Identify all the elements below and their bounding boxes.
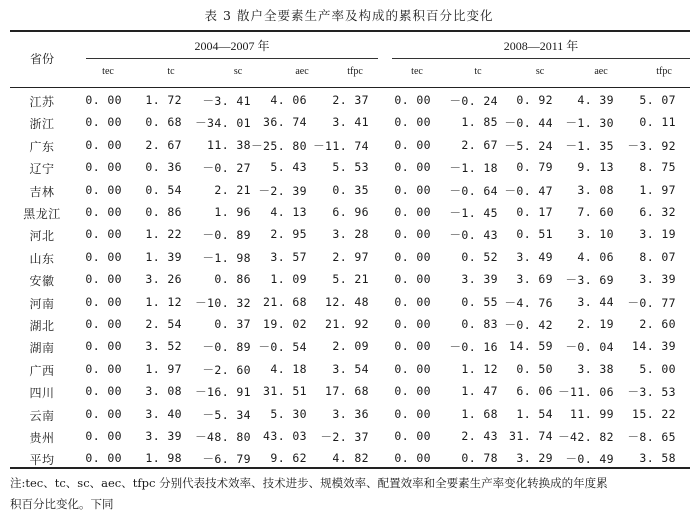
value-cell-p1-tfpc: －11. 74 <box>313 138 369 153</box>
value-cell-p1-tfpc: 2. 37 <box>332 93 369 107</box>
province-cell: 平均 <box>29 453 55 468</box>
subheader-p2-tc: tc <box>474 66 482 77</box>
value-cell-p2-tec: 0. 00 <box>394 406 431 421</box>
value-cell-p1-sc: －0. 27 <box>202 161 251 176</box>
value-cell-p2-tec: 0. 00 <box>394 249 431 264</box>
value-cell-p2-sc: 31. 74 <box>509 429 553 443</box>
value-cell-p2-tc: 1. 47 <box>461 384 498 399</box>
value-cell-p1-sc: －16. 91 <box>195 385 251 400</box>
value-cell-p1-sc: 0. 86 <box>214 272 251 287</box>
value-cell-p2-aec: 3. 10 <box>577 227 614 242</box>
table-row <box>0 202 698 225</box>
value-cell-p1-aec: 21. 68 <box>263 294 307 309</box>
value-cell-p1-sc: 2. 21 <box>214 182 251 197</box>
value-cell-p2-tc: －0. 24 <box>449 94 498 108</box>
value-cell-p2-aec: 4. 39 <box>577 93 614 107</box>
value-cell-p1-sc: －5. 34 <box>202 407 251 422</box>
value-cell-p2-aec: －0. 04 <box>565 340 614 355</box>
table-row <box>0 180 698 203</box>
value-cell-p2-tfpc: －0. 77 <box>627 295 676 310</box>
value-cell-p2-tc: －0. 64 <box>449 183 498 198</box>
value-cell-p1-tfpc: 2. 97 <box>332 249 369 264</box>
value-cell-p2-sc: －0. 47 <box>504 183 553 198</box>
value-cell-p1-tc: 0. 54 <box>145 182 182 197</box>
value-cell-p2-sc: 1. 54 <box>516 406 553 421</box>
province-cell: 黑龙江 <box>23 207 61 221</box>
value-cell-p1-tec: 0. 00 <box>85 249 122 264</box>
value-cell-p2-aec: －1. 30 <box>565 116 614 131</box>
value-cell-p1-sc: －1. 98 <box>202 250 251 265</box>
value-cell-p1-tec: 0. 00 <box>85 227 122 242</box>
value-cell-p2-tec: 0. 00 <box>394 361 431 376</box>
value-cell-p1-tec: 0. 00 <box>85 361 122 376</box>
value-cell-p2-aec: 3. 44 <box>577 294 614 309</box>
value-cell-p1-tec: 0. 00 <box>85 205 122 219</box>
value-cell-p1-tec: 0. 00 <box>85 294 122 309</box>
value-cell-p2-tec: 0. 00 <box>394 272 431 287</box>
table-row <box>0 90 698 113</box>
value-cell-p1-tec: 0. 00 <box>85 160 122 175</box>
value-cell-p1-aec: 2. 95 <box>270 227 307 242</box>
value-cell-p1-tec: 0. 00 <box>85 451 122 466</box>
province-cell: 安徽 <box>29 274 55 289</box>
value-cell-p1-tfpc: 5. 21 <box>332 272 369 287</box>
value-cell-p1-aec: 43. 03 <box>263 429 307 443</box>
table-row <box>0 381 698 404</box>
value-cell-p1-tfpc: 12. 48 <box>325 294 369 309</box>
value-cell-p1-aec: 19. 02 <box>263 317 307 331</box>
value-cell-p1-tfpc: 3. 28 <box>332 227 369 242</box>
value-cell-p2-tec: 0. 00 <box>394 115 431 130</box>
table-row <box>0 135 698 158</box>
value-cell-p2-aec: －0. 49 <box>565 452 614 467</box>
value-cell-p1-sc: －6. 79 <box>202 452 251 467</box>
value-cell-p2-tfpc: 6. 32 <box>639 205 676 219</box>
value-cell-p2-tec: 0. 00 <box>394 182 431 197</box>
value-cell-p2-sc: 3. 49 <box>516 249 553 264</box>
province-cell: 浙江 <box>29 117 55 132</box>
value-cell-p1-tc: 0. 68 <box>145 115 182 130</box>
value-cell-p1-tc: 1. 72 <box>145 93 182 107</box>
value-cell-p1-tfpc: 3. 36 <box>332 406 369 421</box>
value-cell-p1-tec: 0. 00 <box>85 182 122 197</box>
value-cell-p1-aec: 9. 62 <box>270 451 307 466</box>
value-cell-p1-tc: 1. 39 <box>145 249 182 264</box>
value-cell-p1-tc: 3. 40 <box>145 406 182 421</box>
value-cell-p1-aec: 4. 18 <box>270 361 307 376</box>
value-cell-p1-tec: 0. 00 <box>85 406 122 421</box>
value-cell-p1-aec: 1. 09 <box>270 272 307 287</box>
value-cell-p1-tec: 0. 00 <box>85 272 122 287</box>
value-cell-p2-tec: 0. 00 <box>394 384 431 399</box>
subheader-p2-tec: tec <box>411 66 423 77</box>
value-cell-p2-tfpc: －8. 65 <box>627 430 676 444</box>
value-cell-p2-sc: 6. 06 <box>516 384 553 399</box>
value-cell-p2-tfpc: 5. 07 <box>639 93 676 107</box>
value-cell-p1-sc: －0. 89 <box>202 228 251 243</box>
value-cell-p2-tec: 0. 00 <box>394 137 431 152</box>
value-cell-p1-tc: 2. 54 <box>145 317 182 331</box>
value-cell-p2-tec: 0. 00 <box>394 93 431 107</box>
value-cell-p2-aec: 11. 99 <box>570 406 614 421</box>
value-cell-p2-tec: 0. 00 <box>394 317 431 331</box>
value-cell-p1-tec: 0. 00 <box>85 339 122 354</box>
table-row <box>0 224 698 247</box>
value-cell-p2-tfpc: 0. 11 <box>639 115 676 130</box>
value-cell-p1-aec: 36. 74 <box>263 115 307 130</box>
table-row <box>0 314 698 337</box>
value-cell-p1-tc: 0. 36 <box>145 160 182 175</box>
value-cell-p2-tc: 3. 39 <box>461 272 498 287</box>
value-cell-p2-aec: 9. 13 <box>577 160 614 175</box>
value-cell-p1-tec: 0. 00 <box>85 429 122 443</box>
value-cell-p2-tfpc: 14. 39 <box>632 339 676 354</box>
province-cell: 湖南 <box>29 341 55 356</box>
value-cell-p2-tfpc: 3. 39 <box>639 272 676 287</box>
table-row <box>0 426 698 449</box>
table-header-rule <box>10 87 690 88</box>
table-top-rule <box>10 30 690 32</box>
value-cell-p2-tec: 0. 00 <box>394 160 431 175</box>
value-cell-p2-tfpc: 3. 58 <box>639 451 676 466</box>
value-cell-p1-tc: 3. 26 <box>145 272 182 287</box>
value-cell-p2-sc: 14. 59 <box>509 339 553 354</box>
province-cell: 贵州 <box>29 431 55 445</box>
value-cell-p1-tec: 0. 00 <box>85 317 122 331</box>
value-cell-p2-tfpc: 5. 00 <box>639 361 676 376</box>
value-cell-p1-tfpc: 3. 54 <box>332 361 369 376</box>
value-cell-p1-tfpc: －2. 37 <box>320 430 369 444</box>
value-cell-p2-tec: 0. 00 <box>394 294 431 309</box>
value-cell-p2-tc: 1. 68 <box>461 406 498 421</box>
value-cell-p2-sc: 0. 92 <box>516 93 553 107</box>
value-cell-p2-sc: －5. 24 <box>504 138 553 153</box>
value-cell-p1-aec: －2. 39 <box>258 183 307 198</box>
value-cell-p1-tfpc: 5. 53 <box>332 160 369 175</box>
value-cell-p2-sc: －4. 76 <box>504 295 553 310</box>
value-cell-p1-tfpc: 6. 96 <box>332 205 369 219</box>
period1-group-rule <box>86 58 378 59</box>
value-cell-p2-tec: 0. 00 <box>394 339 431 354</box>
value-cell-p1-aec: 4. 13 <box>270 205 307 219</box>
value-cell-p1-aec: －0. 54 <box>258 340 307 355</box>
value-cell-p2-aec: －11. 06 <box>558 385 614 400</box>
value-cell-p1-aec: －25. 80 <box>251 138 307 153</box>
value-cell-p2-tc: 1. 12 <box>461 361 498 376</box>
value-cell-p2-aec: 4. 06 <box>577 249 614 264</box>
table-note <box>10 473 690 515</box>
value-cell-p2-tec: 0. 00 <box>394 451 431 466</box>
value-cell-p1-tec: 0. 00 <box>85 115 122 130</box>
value-cell-p1-tc: 0. 86 <box>145 205 182 219</box>
value-cell-p1-tc: 2. 67 <box>145 137 182 152</box>
value-cell-p2-tec: 0. 00 <box>394 205 431 219</box>
province-cell: 云南 <box>29 408 55 423</box>
value-cell-p2-tfpc: 8. 07 <box>639 249 676 264</box>
value-cell-p1-tec: 0. 00 <box>85 137 122 152</box>
value-cell-p1-tec: 0. 00 <box>85 93 122 107</box>
subheader-p1-tc: tc <box>167 66 175 77</box>
value-cell-p2-tc: 0. 78 <box>461 451 498 466</box>
value-cell-p1-aec: 31. 51 <box>263 384 307 399</box>
value-cell-p2-tc: －0. 16 <box>449 340 498 355</box>
value-cell-p1-tc: 1. 22 <box>145 227 182 242</box>
value-cell-p1-tc: 3. 39 <box>145 429 182 443</box>
table-row <box>0 336 698 359</box>
value-cell-p1-aec: 3. 57 <box>270 249 307 264</box>
value-cell-p2-sc: －0. 44 <box>504 116 553 131</box>
subheader-p2-sc: sc <box>535 66 545 77</box>
value-cell-p2-tfpc: 3. 19 <box>639 227 676 242</box>
value-cell-p2-tfpc: 8. 75 <box>639 160 676 175</box>
value-cell-p1-tc: 1. 97 <box>145 361 182 376</box>
value-cell-p2-aec: －1. 35 <box>565 138 614 153</box>
value-cell-p2-aec: 7. 60 <box>577 205 614 219</box>
value-cell-p1-tfpc: 17. 68 <box>325 384 369 399</box>
table-row <box>0 404 698 427</box>
value-cell-p1-aec: 5. 30 <box>270 406 307 421</box>
province-cell: 河北 <box>29 229 55 244</box>
value-cell-p2-sc: 0. 50 <box>516 361 553 376</box>
value-cell-p2-sc: 0. 17 <box>516 205 553 219</box>
province-cell: 江苏 <box>29 95 55 109</box>
value-cell-p2-tc: 0. 55 <box>461 294 498 309</box>
value-cell-p1-tc: 3. 08 <box>145 384 182 399</box>
value-cell-p1-sc: －34. 01 <box>195 116 251 131</box>
note-line-2: 积百分比变化。下同 <box>10 497 114 511</box>
value-cell-p2-tc: 2. 67 <box>461 137 498 152</box>
table-row <box>0 359 698 382</box>
value-cell-p2-tec: 0. 00 <box>394 429 431 443</box>
subheader-p1-sc: sc <box>233 66 243 77</box>
value-cell-p1-sc: 1. 96 <box>214 205 251 219</box>
province-cell: 河南 <box>29 296 55 311</box>
value-cell-p2-sc: 3. 69 <box>516 272 553 287</box>
province-cell: 吉林 <box>29 184 55 199</box>
value-cell-p1-tc: 3. 52 <box>145 339 182 354</box>
value-cell-p1-tfpc: 0. 35 <box>332 182 369 197</box>
value-cell-p1-tec: 0. 00 <box>85 384 122 399</box>
period-2004-2007-header: 2004—2007 年 <box>194 39 270 53</box>
province-cell: 辽宁 <box>29 162 55 177</box>
period2-group-rule <box>392 58 690 59</box>
value-cell-p2-tc: －1. 45 <box>449 206 498 220</box>
subheader-p2-tfpc: tfpc <box>656 66 672 77</box>
value-cell-p2-sc: 3. 29 <box>516 451 553 466</box>
value-cell-p2-tc: 1. 85 <box>461 115 498 130</box>
value-cell-p1-tfpc: 21. 92 <box>325 317 369 331</box>
value-cell-p2-tc: 0. 52 <box>461 249 498 264</box>
value-cell-p2-tfpc: －3. 92 <box>627 138 676 153</box>
table-row <box>0 112 698 135</box>
value-cell-p1-aec: 5. 43 <box>270 160 307 175</box>
subheader-p1-aec: aec <box>295 66 309 77</box>
value-cell-p2-aec: 3. 38 <box>577 361 614 376</box>
value-cell-p1-sc: －48. 80 <box>195 430 251 444</box>
value-cell-p1-tfpc: 3. 41 <box>332 115 369 130</box>
province-cell: 广西 <box>29 363 55 378</box>
value-cell-p2-tfpc: 1. 97 <box>639 182 676 197</box>
table-row <box>0 157 698 180</box>
table-row <box>0 247 698 270</box>
table-row <box>0 269 698 292</box>
value-cell-p2-tec: 0. 00 <box>394 227 431 242</box>
value-cell-p2-tc: 2. 43 <box>461 429 498 443</box>
province-cell: 广东 <box>29 139 55 154</box>
table-row <box>0 292 698 315</box>
table-bottom-rule <box>10 467 690 469</box>
table-caption: 表 3 散户全要素生产率及构成的累积百分比变化 <box>204 8 494 23</box>
value-cell-p2-aec: －3. 69 <box>565 273 614 288</box>
value-cell-p2-sc: 0. 79 <box>516 160 553 175</box>
value-cell-p2-tfpc: 2. 60 <box>639 317 676 331</box>
province-cell: 湖北 <box>29 319 55 333</box>
value-cell-p2-tfpc: －3. 53 <box>627 385 676 400</box>
value-cell-p1-sc: 11. 38 <box>207 137 251 152</box>
value-cell-p1-tc: 1. 12 <box>145 294 182 309</box>
value-cell-p1-sc: －10. 32 <box>195 295 251 310</box>
value-cell-p1-tc: 1. 98 <box>145 451 182 466</box>
value-cell-p1-sc: 0. 37 <box>214 317 251 331</box>
value-cell-p2-tc: －1. 18 <box>449 161 498 176</box>
value-cell-p1-sc: －3. 41 <box>202 94 251 108</box>
province-cell: 山东 <box>29 251 55 266</box>
value-cell-p1-sc: －2. 60 <box>202 362 251 377</box>
value-cell-p2-sc: －0. 42 <box>504 318 553 332</box>
value-cell-p2-tfpc: 15. 22 <box>632 406 676 421</box>
period-2008-2011-header: 2008—2011 年 <box>503 39 579 53</box>
value-cell-p1-tfpc: 2. 09 <box>332 339 369 354</box>
value-cell-p2-aec: 3. 08 <box>577 182 614 197</box>
province-cell: 四川 <box>29 386 55 401</box>
subheader-p1-tec: tec <box>102 66 114 77</box>
value-cell-p2-aec: 2. 19 <box>577 317 614 331</box>
value-cell-p1-aec: 4. 06 <box>270 93 307 107</box>
value-cell-p2-sc: 0. 51 <box>516 227 553 242</box>
note-line-1: 注:tec、tc、sc、aec、tfpc 分别代表技术效率、技术进步、规模效率、配置效率和全要素生产率变化转换成的年度累 <box>10 476 608 490</box>
value-cell-p2-aec: －42. 82 <box>558 430 614 444</box>
subheader-p2-aec: aec <box>594 66 608 77</box>
value-cell-p1-sc: －0. 89 <box>202 340 251 355</box>
value-cell-p1-tfpc: 4. 82 <box>332 451 369 466</box>
province-column-header: 省份 <box>29 52 54 66</box>
subheader-p1-tfpc: tfpc <box>347 66 363 77</box>
value-cell-p2-tc: －0. 43 <box>449 228 498 243</box>
value-cell-p2-tc: 0. 83 <box>461 317 498 331</box>
